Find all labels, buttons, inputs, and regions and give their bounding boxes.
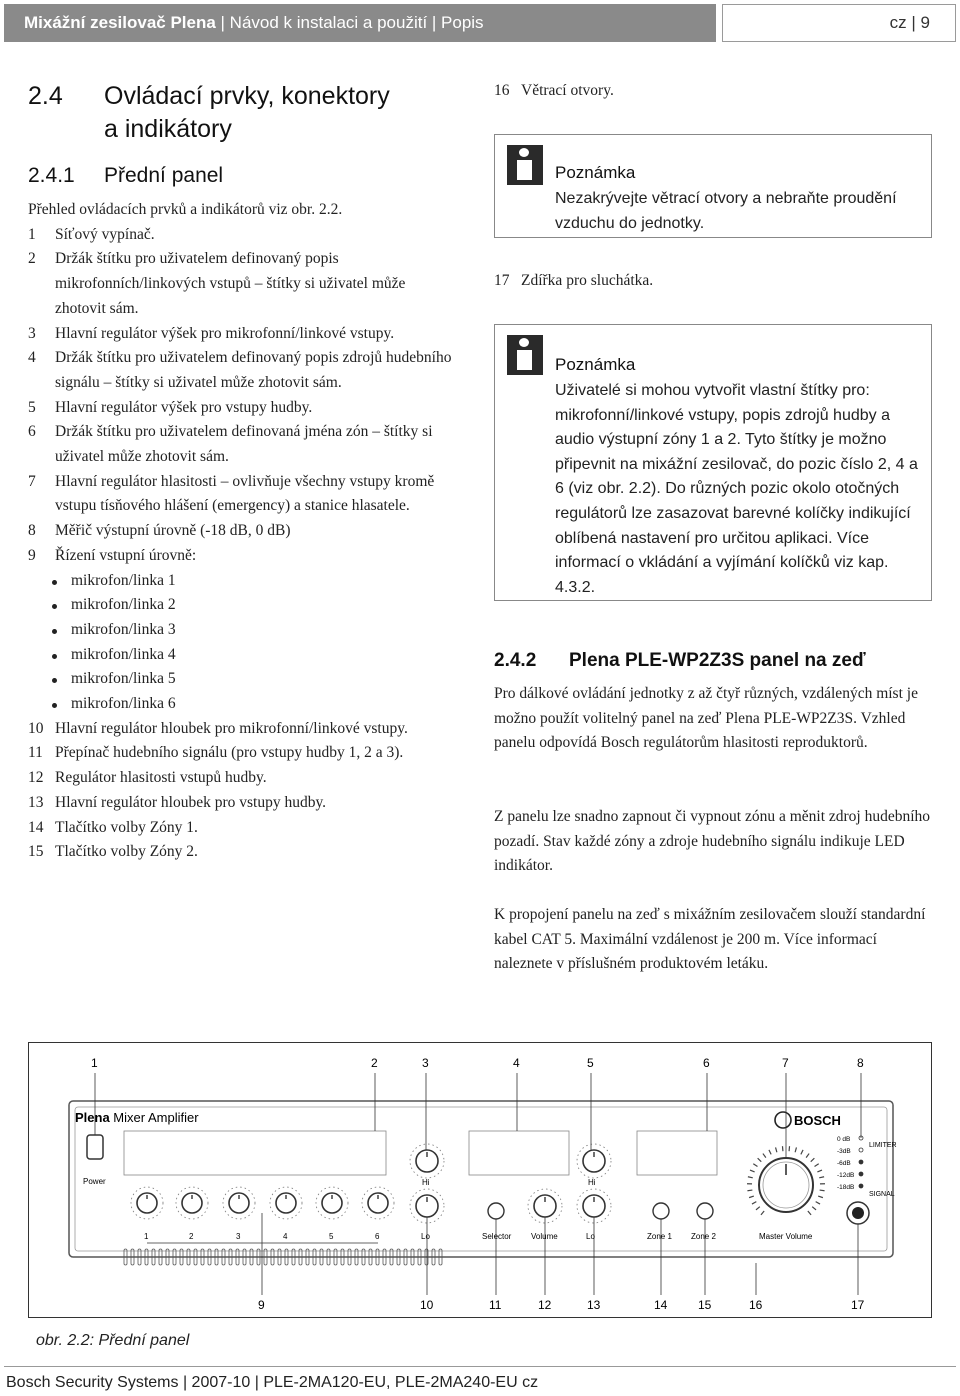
item-text: Tlačítko volby Zóny 1. bbox=[55, 818, 198, 836]
list-item bbox=[28, 741, 458, 766]
subsection-title: Plena PLE-WP2Z3S panel na zeď bbox=[569, 650, 866, 671]
item-text: Regulátor hlasitosti vstupů hudby. bbox=[55, 769, 267, 787]
list-item bbox=[28, 840, 458, 865]
callout-number: 4 bbox=[513, 1056, 520, 1070]
item-text: Zdířka pro sluchátka. bbox=[521, 272, 654, 289]
subsection-number: 2.4.1 bbox=[28, 164, 75, 187]
front-panel-figure bbox=[28, 1042, 932, 1318]
master-volume-label: Master Volume bbox=[759, 1232, 813, 1241]
page-header bbox=[0, 0, 960, 46]
subsection-number: 2.4.2 bbox=[494, 650, 537, 671]
headphone-jack-hole bbox=[852, 1207, 864, 1219]
item-text: Držák štítku pro uživatelem definovaný popis mikrofonních/linkových vstupů – štítky si uživatel může zhotovit sám. bbox=[55, 250, 406, 317]
meter-led bbox=[859, 1148, 863, 1152]
channel-number: 5 bbox=[329, 1232, 334, 1241]
item-number: 13 bbox=[28, 793, 44, 811]
header-page-number: cz | 9 bbox=[889, 13, 930, 32]
callout-number: 13 bbox=[587, 1298, 601, 1312]
header-page: 9 bbox=[920, 13, 930, 32]
note-box bbox=[494, 134, 932, 238]
bullet-item bbox=[28, 593, 458, 618]
list-item bbox=[28, 346, 458, 395]
callout-number: 8 bbox=[857, 1056, 864, 1070]
selector-label: Selector bbox=[482, 1232, 512, 1241]
bullet-icon bbox=[49, 692, 71, 717]
item-number: 8 bbox=[28, 522, 36, 540]
meter-level-label: -18dB bbox=[837, 1184, 855, 1191]
lo-label: Lo bbox=[421, 1232, 430, 1241]
note-heading: Poznámka bbox=[555, 355, 636, 374]
item-number: 4 bbox=[28, 349, 36, 367]
footer-rule bbox=[4, 1366, 956, 1367]
item-number: 2 bbox=[28, 250, 36, 268]
callout-number: 11 bbox=[489, 1298, 502, 1312]
item-text: Držák štítku pro uživatelem definovaný popis zdrojů hudebního signálu – štítky si uživatel může zhotovit sám. bbox=[55, 349, 452, 391]
bullet-text: mikrofon/linka 1 bbox=[71, 571, 176, 589]
hi-label: Hi bbox=[422, 1178, 430, 1187]
list-item bbox=[28, 247, 458, 321]
bullet-item bbox=[28, 618, 458, 643]
header-title-bold: Mixážní zesilovač Plena bbox=[24, 13, 216, 32]
brand-bold: Plena bbox=[75, 1110, 110, 1125]
item-text: Větrací otvory. bbox=[521, 82, 614, 99]
item-number: 12 bbox=[28, 769, 44, 787]
info-icon bbox=[507, 335, 543, 375]
callout-number: 3 bbox=[422, 1056, 429, 1070]
hi-label: Hi bbox=[588, 1178, 596, 1187]
item-text: Přepínač hudebního signálu (pro vstupy hudby 1, 2 a 3). bbox=[55, 744, 404, 762]
meter-led bbox=[859, 1184, 863, 1188]
item-text: Hlavní regulátor výšek pro mikrofonní/linkové vstupy. bbox=[55, 324, 395, 342]
brand-rest: Mixer Amplifier bbox=[109, 1110, 199, 1125]
item-text: Držák štítku pro uživatelem definovaná jména zón – štítky si uživatel může zhotovit sám. bbox=[55, 423, 433, 466]
item-text: Síťový vypínač. bbox=[55, 225, 155, 243]
paragraph: Z panelu lze snadno zapnout či vypnout zónu a měnit zdroj hudebního pozadí. Stav každé zóny a zdroje hudebního signálu indikuje LED indikátor. bbox=[494, 808, 931, 875]
paragraph: K propojení panelu na zeď s mixážním zesilovačem slouží standardní kabel CAT 5. Maximální vzdálenost je 200 m. Více informací naleznete v příslušném produktovém letáku. bbox=[494, 906, 926, 973]
page-footer: Bosch Security Systems | 2007-10 | PLE-2MA120-EU, PLE-2MA240-EU cz bbox=[6, 1374, 539, 1391]
item-number: 11 bbox=[28, 744, 43, 762]
intro-text: Přehled ovládacích prvků a indikátorů viz obr. 2.2. bbox=[28, 201, 343, 218]
front-panel-list bbox=[28, 198, 458, 865]
item-number: 7 bbox=[28, 472, 36, 490]
bullet-icon bbox=[49, 569, 71, 594]
item-number: 15 bbox=[28, 843, 44, 861]
zone2-button bbox=[697, 1203, 713, 1219]
callout-number: 12 bbox=[538, 1298, 552, 1312]
item-text: Měřič výstupní úrovně (-18 dB, 0 dB) bbox=[55, 522, 291, 540]
item-number: 3 bbox=[28, 324, 36, 342]
channel-number: 4 bbox=[283, 1232, 288, 1241]
channel-number: 6 bbox=[375, 1232, 380, 1241]
brand-label bbox=[75, 1110, 199, 1125]
bullet-icon bbox=[49, 618, 71, 643]
bullet-item bbox=[28, 643, 458, 668]
meter-level-label: 0 dB bbox=[837, 1136, 851, 1143]
zone2-label: Zone 2 bbox=[691, 1232, 716, 1241]
item-number: 16 bbox=[494, 82, 510, 99]
callout-number: 14 bbox=[654, 1298, 668, 1312]
header-title bbox=[24, 13, 484, 33]
list-item bbox=[28, 420, 458, 469]
list-item bbox=[28, 766, 458, 791]
list-item bbox=[28, 816, 458, 841]
callout-number: 9 bbox=[258, 1298, 265, 1312]
power-switch bbox=[87, 1135, 103, 1159]
meter-led bbox=[859, 1160, 863, 1164]
bullet-icon bbox=[49, 643, 71, 668]
item-number: 9 bbox=[28, 546, 36, 564]
subsection-heading bbox=[28, 164, 223, 188]
item-text: Tlačítko volby Zóny 2. bbox=[55, 843, 198, 861]
bullet-text: mikrofon/linka 4 bbox=[71, 645, 176, 663]
list-item bbox=[28, 717, 458, 742]
callout-number: 17 bbox=[851, 1298, 865, 1312]
section-heading bbox=[28, 80, 390, 146]
list-item bbox=[28, 396, 458, 421]
paragraph: Pro dálkové ovládání jednotky z až čtyř různých, vzdálených míst je možno použít volitelný panel na zeď Plena PLE-WP2Z3S. Vzhled panelu odpovídá Bosch regulátorům hlasitosti reproduktorů. bbox=[494, 685, 918, 752]
section-number: 2.4 bbox=[28, 82, 63, 110]
note-heading: Poznámka bbox=[555, 163, 636, 182]
callout-number: 5 bbox=[587, 1056, 594, 1070]
figure-caption: obr. 2.2: Přední panel bbox=[36, 1332, 190, 1349]
bullet-item bbox=[28, 692, 458, 717]
signal-label: SIGNAL bbox=[869, 1191, 895, 1198]
callout-number: 1 bbox=[91, 1056, 98, 1070]
list-item bbox=[28, 223, 458, 248]
power-label: Power bbox=[83, 1177, 106, 1186]
meter-level-label: -3dB bbox=[837, 1148, 851, 1155]
bullet-icon bbox=[49, 667, 71, 692]
item-16 bbox=[494, 79, 939, 104]
callout-number: 7 bbox=[782, 1056, 789, 1070]
header-title-rest: | Návod k instalaci a použití | Popis bbox=[215, 13, 484, 32]
bullet-text: mikrofon/linka 3 bbox=[71, 620, 176, 638]
bosch-logo-text: BOSCH bbox=[794, 1113, 841, 1128]
item-text: Hlavní regulátor hloubek pro vstupy hudby. bbox=[55, 793, 327, 811]
header-lang: cz bbox=[889, 13, 907, 32]
channel-number: 1 bbox=[144, 1232, 149, 1241]
list-item bbox=[28, 519, 458, 544]
bullet-text: mikrofon/linka 6 bbox=[71, 695, 176, 713]
meter-level-label: -12dB bbox=[837, 1172, 855, 1179]
list-item bbox=[28, 322, 458, 347]
lo-label: Lo bbox=[586, 1232, 595, 1241]
zone1-label: Zone 1 bbox=[647, 1232, 672, 1241]
item-text: Řízení vstupní úrovně: bbox=[55, 546, 197, 564]
section-title-line1: Ovládací prvky, konektory bbox=[104, 82, 390, 110]
callout-number: 10 bbox=[420, 1298, 434, 1312]
list-item bbox=[28, 470, 458, 519]
list-item bbox=[28, 791, 458, 816]
section-title-line2: a indikátory bbox=[104, 115, 232, 143]
callout-number: 15 bbox=[698, 1298, 712, 1312]
callout-number: 2 bbox=[371, 1056, 378, 1070]
bullet-item bbox=[28, 667, 458, 692]
item-number: 14 bbox=[28, 818, 44, 836]
info-icon bbox=[507, 145, 543, 185]
item-number: 5 bbox=[28, 398, 36, 416]
selector-button bbox=[488, 1203, 504, 1219]
item-text: Hlavní regulátor hlasitosti – ovlivňuje všechny vstupy kromě vstupu tísňového hlášení (emergency) a stanice hlasatele. bbox=[55, 472, 435, 515]
item-number: 17 bbox=[494, 272, 510, 289]
callout-number: 6 bbox=[703, 1056, 710, 1070]
bullet-item bbox=[28, 569, 458, 594]
zone1-button bbox=[653, 1203, 669, 1219]
limiter-label: LIMITER bbox=[869, 1142, 897, 1149]
item-number: 1 bbox=[28, 225, 36, 243]
note-body: Nezakrývejte větrací otvory a nebraňte proudění vzduchu do jednotky. bbox=[555, 190, 897, 232]
channel-number: 3 bbox=[236, 1232, 241, 1241]
item-number: 10 bbox=[28, 719, 44, 737]
note-body: Uživatelé si mohou vytvořit vlastní štítky pro: mikrofonní/linkové vstupy, popis zdrojů hudby a audio výstupní zóny 1 a 2. Tyto štítky je možno připevnit na mixážní zesilovač, do pozic číslo 2, 4 a 6 (viz obr. 2.2). Do různých pozic okolo otočných regulátorů lze zasazovat barevné kolíčky indikující oblíbená nastavení pro určitou aplikaci. Více informací o vkládání a vyjímání kolíčků viz kap. 4.3.2. bbox=[555, 382, 918, 596]
subsection-heading bbox=[494, 650, 866, 672]
subsection-title: Přední panel bbox=[104, 164, 224, 187]
bullet-icon bbox=[49, 593, 71, 618]
note-box bbox=[494, 324, 932, 601]
callout-number: 16 bbox=[749, 1298, 763, 1312]
meter-led bbox=[859, 1172, 863, 1176]
item-number: 6 bbox=[28, 423, 36, 441]
bullet-text: mikrofon/linka 5 bbox=[71, 670, 176, 688]
front-panel-drawing bbox=[29, 1043, 933, 1319]
meter-level-label: -6dB bbox=[837, 1160, 851, 1167]
channel-number: 2 bbox=[189, 1232, 194, 1241]
item-text: Hlavní regulátor hloubek pro mikrofonní/linkové vstupy. bbox=[55, 719, 408, 737]
volume-label: Volume bbox=[531, 1232, 558, 1241]
item-text: Hlavní regulátor výšek pro vstupy hudby. bbox=[55, 398, 313, 416]
item-17 bbox=[494, 269, 939, 294]
list-item bbox=[28, 544, 458, 569]
bullet-text: mikrofon/linka 2 bbox=[71, 596, 176, 614]
